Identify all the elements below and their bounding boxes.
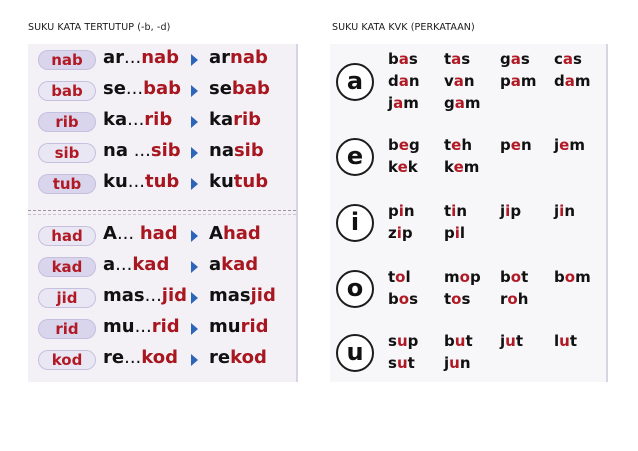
kvk-word — [554, 332, 577, 350]
word-coda: h — [461, 136, 473, 154]
word-prefix: A — [209, 223, 223, 244]
word-vowel: a — [398, 50, 409, 68]
word-vowel: a — [454, 94, 465, 112]
word-coda: m — [463, 158, 480, 176]
word-onset: k — [388, 158, 398, 176]
word-onset: j — [388, 94, 394, 112]
word-vowel: e — [453, 158, 464, 176]
fragment-suffix: kod — [141, 347, 179, 368]
syllable-fragment — [103, 223, 178, 244]
word-onset: s — [388, 332, 397, 350]
kvk-word — [444, 290, 470, 308]
syllable-fragment — [103, 285, 187, 306]
arrow-right-icon — [191, 85, 198, 97]
syllable-fragment — [103, 347, 178, 368]
word-onset: d — [388, 72, 399, 90]
word-vowel: u — [396, 354, 408, 372]
kvk-word — [388, 94, 419, 112]
word-onset: j — [554, 136, 560, 154]
syllable-badge: jid — [38, 288, 96, 308]
word-coda: n — [564, 202, 575, 220]
fragment-prefix: mas — [103, 285, 145, 306]
word-coda: p — [469, 268, 481, 286]
fragment-suffix: kad — [132, 254, 170, 275]
syllable-fragment — [103, 47, 179, 68]
kvk-word — [500, 136, 532, 154]
word-onset: s — [388, 354, 397, 372]
arrow-right-icon — [191, 323, 198, 335]
kvk-words-panel — [330, 44, 608, 382]
fragment-suffix: had — [139, 223, 178, 244]
word-coda: g — [408, 136, 420, 154]
word-onset: t — [388, 268, 396, 286]
kvk-word — [388, 50, 418, 68]
word-onset: c — [554, 50, 563, 68]
word-suffix: nab — [230, 47, 268, 68]
word-onset: v — [444, 72, 454, 90]
word-onset: j — [500, 332, 506, 350]
syllable-badge: bab — [38, 81, 96, 101]
fragment-suffix: rid — [151, 316, 180, 337]
kvk-word — [388, 136, 420, 154]
syllable-fragment — [103, 316, 180, 337]
word-vowel: i — [396, 224, 402, 242]
kvk-word — [388, 202, 415, 220]
syllable-row — [28, 77, 296, 107]
word-prefix: mas — [209, 285, 251, 306]
word-coda: m — [464, 94, 481, 112]
syllable-badge: kad — [38, 257, 96, 277]
word-coda: m — [403, 94, 419, 112]
closed-syllable-panel — [28, 44, 298, 382]
kvk-word — [444, 202, 467, 220]
word-vowel: a — [451, 50, 462, 68]
word-vowel: u — [449, 354, 460, 372]
word-coda: n — [459, 354, 471, 372]
word-vowel: i — [559, 202, 565, 220]
word-suffix: kod — [230, 347, 267, 368]
fragment-prefix: se — [103, 78, 126, 99]
syllable-badge: nab — [38, 50, 96, 70]
word-coda: n — [408, 72, 420, 90]
fragment-dots: ... — [115, 254, 133, 275]
kvk-word — [554, 136, 585, 154]
word-vowel: i — [398, 202, 404, 220]
right-section-title: SUKU KATA KVK (PERKATAAN) — [332, 22, 475, 33]
word-vowel: i — [505, 202, 511, 220]
word-coda: p — [407, 332, 419, 350]
syllable-row — [28, 315, 296, 345]
vowel-circle: u — [336, 334, 374, 372]
fragment-prefix: ka — [103, 109, 128, 130]
arrow-right-icon — [191, 54, 198, 66]
word-coda: t — [569, 332, 578, 350]
word-onset: k — [444, 158, 454, 176]
word-coda: s — [408, 50, 418, 68]
kvk-word — [554, 202, 575, 220]
word-onset: b — [388, 136, 399, 154]
kvk-word — [444, 332, 473, 350]
word-onset: m — [444, 268, 460, 286]
word-onset: r — [500, 290, 508, 308]
word-vowel: i — [454, 224, 460, 242]
fragment-dots: ... — [124, 347, 142, 368]
word-coda: t — [515, 332, 524, 350]
word-onset: t — [444, 50, 452, 68]
word-vowel: a — [564, 72, 575, 90]
fragment-dots: ... — [127, 171, 145, 192]
kvk-word — [444, 94, 481, 112]
word-onset: j — [500, 202, 506, 220]
word-coda: n — [520, 136, 532, 154]
word-coda: s — [520, 50, 530, 68]
kvk-word — [388, 158, 418, 176]
fragment-suffix: tub — [144, 171, 180, 192]
word-onset: p — [444, 224, 455, 242]
fragment-suffix: bab — [143, 78, 182, 99]
word-onset: g — [500, 50, 511, 68]
word-vowel: a — [453, 72, 464, 90]
word-suffix: tub — [233, 171, 269, 192]
word-vowel: u — [505, 332, 516, 350]
fragment-prefix: ar — [103, 47, 125, 68]
word-coda: m — [569, 136, 585, 154]
word-vowel: o — [459, 268, 470, 286]
fragment-dots: ... — [125, 78, 144, 99]
arrow-right-icon — [191, 230, 198, 242]
vowel-circle: e — [336, 138, 374, 176]
word-vowel: o — [451, 290, 462, 308]
combined-word — [209, 254, 258, 275]
word-onset: b — [444, 332, 455, 350]
word-coda: t — [521, 268, 529, 286]
word-coda: n — [463, 72, 475, 90]
syllable-row — [28, 346, 296, 376]
word-coda: s — [409, 290, 418, 308]
word-suffix: rid — [240, 316, 269, 337]
word-prefix: na — [209, 140, 234, 161]
arrow-right-icon — [191, 147, 198, 159]
word-onset: p — [500, 72, 511, 90]
word-onset: t — [444, 202, 452, 220]
word-prefix: mu — [209, 316, 241, 337]
word-coda: l — [405, 268, 411, 286]
syllable-badge: rib — [38, 112, 96, 132]
fragment-suffix: jid — [161, 285, 188, 306]
fragment-prefix: mu — [103, 316, 135, 337]
word-coda: n — [403, 202, 415, 220]
word-vowel: e — [397, 158, 408, 176]
syllable-row — [28, 46, 296, 76]
kvk-word — [444, 158, 479, 176]
vowel-circle: o — [336, 270, 374, 308]
kvk-word — [554, 72, 591, 90]
word-coda: k — [407, 158, 418, 176]
syllable-row — [28, 139, 296, 169]
syllable-badge: tub — [38, 174, 96, 194]
word-prefix: ku — [209, 171, 234, 192]
kvk-word — [500, 72, 537, 90]
kvk-word — [388, 332, 418, 350]
word-coda: t — [465, 332, 473, 350]
kvk-word — [500, 290, 528, 308]
word-onset: j — [444, 354, 450, 372]
arrow-right-icon — [191, 116, 198, 128]
fragment-prefix: na — [103, 140, 128, 161]
fragment-prefix: ku — [103, 171, 128, 192]
word-coda: l — [459, 224, 466, 242]
word-onset: l — [554, 332, 560, 350]
word-suffix: sib — [233, 140, 264, 161]
syllable-row — [28, 284, 296, 314]
word-onset: d — [554, 72, 565, 90]
word-vowel: o — [398, 290, 410, 308]
fragment-dots: ... — [134, 316, 152, 337]
word-coda: p — [401, 224, 413, 242]
syllable-fragment — [103, 109, 172, 130]
vowel-circle: i — [336, 204, 374, 242]
word-coda: t — [407, 354, 415, 372]
syllable-fragment — [103, 140, 181, 161]
kvk-word — [500, 50, 530, 68]
word-vowel: o — [510, 268, 522, 286]
vowel-circle: a — [336, 63, 374, 101]
combined-word — [209, 140, 264, 161]
word-vowel: a — [393, 94, 404, 112]
word-vowel: o — [395, 268, 406, 286]
fragment-suffix: rib — [144, 109, 173, 130]
section-divider-shadow — [28, 214, 296, 215]
word-coda: m — [520, 72, 537, 90]
fragment-prefix: a — [103, 254, 116, 275]
word-suffix: bab — [231, 78, 270, 99]
word-suffix: rib — [233, 109, 262, 130]
word-onset: p — [500, 136, 511, 154]
kvk-word — [388, 290, 418, 308]
word-vowel: o — [564, 268, 576, 286]
syllable-badge: kod — [38, 350, 96, 370]
kvk-word — [554, 268, 591, 286]
word-vowel: a — [510, 72, 521, 90]
fragment-dots: ... — [124, 47, 142, 68]
word-coda: s — [461, 50, 471, 68]
combined-word — [209, 316, 269, 337]
word-vowel: u — [454, 332, 466, 350]
kvk-word — [388, 268, 411, 286]
left-section-title: SUKU KATA TERTUTUP (-b, -d) — [28, 22, 171, 33]
kvk-word — [388, 72, 420, 90]
syllable-badge: sib — [38, 143, 96, 163]
word-vowel: e — [398, 136, 409, 154]
arrow-right-icon — [191, 292, 198, 304]
word-onset: t — [444, 290, 452, 308]
combined-word — [209, 285, 276, 306]
combined-word — [209, 347, 267, 368]
word-vowel: e — [510, 136, 521, 154]
kvk-word — [500, 332, 523, 350]
word-onset: z — [388, 224, 397, 242]
kvk-word — [554, 50, 582, 68]
kvk-word — [388, 354, 415, 372]
word-coda: p — [510, 202, 522, 220]
word-prefix: re — [209, 347, 231, 368]
combined-word — [209, 171, 268, 192]
word-suffix: had — [222, 223, 261, 244]
kvk-word — [444, 224, 465, 242]
word-prefix: se — [209, 78, 232, 99]
word-prefix: ka — [209, 109, 234, 130]
word-vowel: o — [507, 290, 518, 308]
word-vowel: a — [562, 50, 574, 68]
fragment-prefix: A — [103, 223, 117, 244]
word-onset: b — [388, 50, 399, 68]
word-prefix: ar — [209, 47, 231, 68]
syllable-fragment — [103, 254, 169, 275]
word-onset: t — [444, 136, 452, 154]
word-onset: b — [500, 268, 511, 286]
word-onset: j — [554, 202, 560, 220]
syllable-fragment — [103, 78, 181, 99]
word-coda: s — [461, 290, 471, 308]
word-onset: g — [444, 94, 455, 112]
kvk-word — [444, 136, 472, 154]
fragment-dots: ... — [127, 109, 145, 130]
word-vowel: u — [396, 332, 408, 350]
section-divider — [28, 210, 296, 211]
kvk-word — [500, 202, 521, 220]
kvk-word — [444, 72, 475, 90]
word-coda: m — [574, 72, 591, 90]
word-prefix: a — [209, 254, 222, 275]
syllable-row — [28, 108, 296, 138]
word-onset: b — [388, 290, 399, 308]
fragment-dots: ... — [116, 223, 140, 244]
syllable-row — [28, 253, 296, 283]
word-vowel: e — [559, 136, 570, 154]
word-coda: h — [517, 290, 529, 308]
word-suffix: jid — [250, 285, 276, 306]
syllable-badge: had — [38, 226, 96, 246]
arrow-right-icon — [191, 354, 198, 366]
arrow-right-icon — [191, 261, 198, 273]
word-onset: b — [554, 268, 565, 286]
syllable-row — [28, 170, 296, 200]
word-vowel: a — [510, 50, 521, 68]
word-coda: n — [456, 202, 468, 220]
word-vowel: a — [398, 72, 409, 90]
combined-word — [209, 78, 270, 99]
combined-word — [209, 109, 261, 130]
fragment-dots: ... — [127, 140, 151, 161]
kvk-word — [388, 224, 413, 242]
fragment-prefix: re — [103, 347, 125, 368]
arrow-right-icon — [191, 178, 198, 190]
fragment-suffix: sib — [150, 140, 181, 161]
word-onset: p — [388, 202, 399, 220]
word-vowel: i — [451, 202, 457, 220]
word-coda: s — [573, 50, 582, 68]
kvk-word — [500, 268, 528, 286]
fragment-suffix: nab — [141, 47, 180, 68]
syllable-badge: rid — [38, 319, 96, 339]
word-suffix: kad — [221, 254, 259, 275]
word-vowel: e — [451, 136, 462, 154]
kvk-word — [444, 268, 481, 286]
syllable-row — [28, 222, 296, 252]
kvk-word — [444, 354, 471, 372]
kvk-word — [444, 50, 470, 68]
fragment-dots: ... — [144, 285, 162, 306]
word-vowel: u — [559, 332, 570, 350]
word-coda: m — [575, 268, 591, 286]
combined-word — [209, 223, 261, 244]
combined-word — [209, 47, 268, 68]
syllable-fragment — [103, 171, 179, 192]
